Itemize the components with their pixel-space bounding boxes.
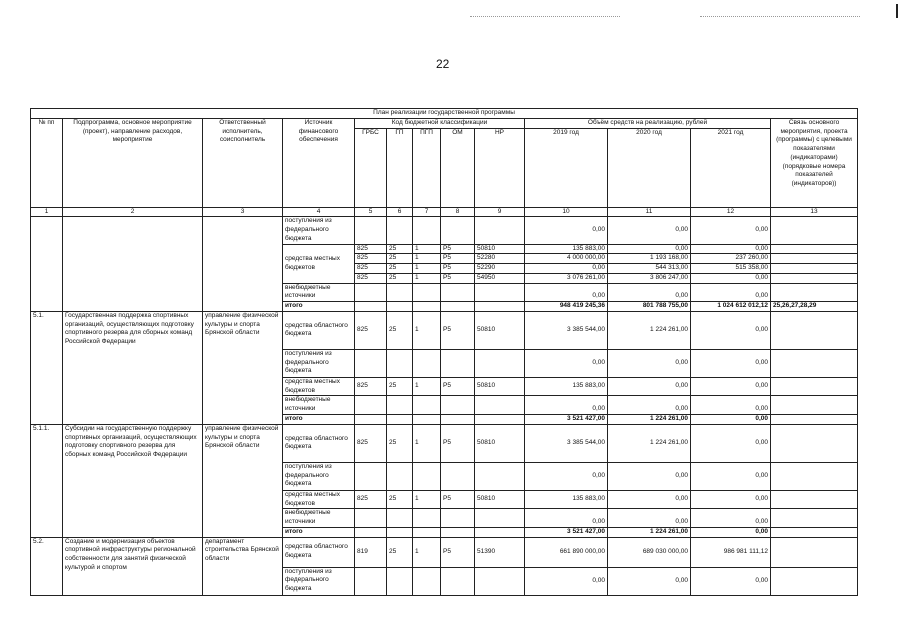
cell-om: P5 (441, 273, 475, 283)
col-number: 11 (608, 207, 691, 217)
cell-2021: 0,00 (691, 527, 771, 537)
cell-2019: 0,00 (525, 567, 608, 595)
col-number: 7 (413, 207, 441, 217)
cell-2020: 0,00 (608, 283, 691, 302)
cell-source: средства областного бюджета (283, 537, 355, 567)
cell-source: итого (283, 415, 355, 425)
cell-2019: 3 521 427,00 (525, 415, 608, 425)
header-pgp: ПГП (413, 128, 441, 207)
cell-2021: 0,00 (691, 244, 771, 254)
col-number: 4 (283, 207, 355, 217)
cell-grbs: 825 (355, 254, 387, 264)
cell-pgp: 1 (413, 311, 441, 349)
scan-artifact-mark (896, 4, 898, 18)
cell-gp: 25 (387, 424, 413, 462)
cell-source: средства местных бюджетов (283, 244, 355, 283)
cell-2021: 0,00 (691, 311, 771, 349)
cell-grbs: 825 (355, 490, 387, 509)
cell-np: 52290 (475, 264, 525, 274)
cell-name: Государственная поддержка спортивных организаций, осуществляющих подготовку спортивного резерва для сборных команд Российской Федерации (63, 311, 203, 424)
cell-2019: 0,00 (525, 217, 608, 244)
cell-source: поступления из федерального бюджета (283, 567, 355, 595)
cell-2020: 1 224 261,00 (608, 527, 691, 537)
cell-num: 5.2. (31, 537, 63, 595)
cell-2019: 0,00 (525, 462, 608, 490)
cell-pgp: 1 (413, 377, 441, 396)
col-number: 3 (203, 207, 283, 217)
cell-pgp: 1 (413, 264, 441, 274)
cell-2021: 0,00 (691, 415, 771, 425)
program-plan-table (30, 108, 858, 596)
header-np: НР (475, 128, 525, 207)
cell-source: итого (283, 302, 355, 312)
cell-source: средства областного бюджета (283, 311, 355, 349)
cell-2020: 1 224 261,00 (608, 415, 691, 425)
cell-2020: 544 313,00 (608, 264, 691, 274)
cell-source: внебюджетные источники (283, 509, 355, 528)
cell-2021: 0,00 (691, 490, 771, 509)
cell-gp: 25 (387, 264, 413, 274)
cell-2020: 0,00 (608, 396, 691, 415)
col-number: 13 (771, 207, 858, 217)
cell-2021: 0,00 (691, 567, 771, 595)
cell-responsible (203, 217, 283, 312)
cell-gp: 25 (387, 273, 413, 283)
table-title: План реализации государственной программы (31, 109, 858, 119)
cell-2020: 3 806 247,00 (608, 273, 691, 283)
cell-2021: 986 981 111,12 (691, 537, 771, 567)
col-number: 1 (31, 207, 63, 217)
cell-grbs: 825 (355, 377, 387, 396)
cell-2019: 661 890 000,00 (525, 537, 608, 567)
cell-grbs: 819 (355, 537, 387, 567)
table-row (31, 217, 858, 244)
cell-num: 5.1.1. (31, 424, 63, 537)
cell-source: внебюджетные источники (283, 283, 355, 302)
cell-2020: 0,00 (608, 462, 691, 490)
table-row (31, 311, 858, 349)
cell-2020: 1 193 168,00 (608, 254, 691, 264)
scan-artifact-dots (700, 16, 860, 18)
cell-2019: 0,00 (525, 349, 608, 377)
cell-np: 50810 (475, 377, 525, 396)
cell-2020: 0,00 (608, 509, 691, 528)
cell-gp: 25 (387, 537, 413, 567)
cell-2019: 0,00 (525, 283, 608, 302)
cell-2019: 135 883,00 (525, 377, 608, 396)
cell-2019: 4 000 000,00 (525, 254, 608, 264)
header-source: Источник финансового обеспечения (283, 118, 355, 207)
cell-gp: 25 (387, 377, 413, 396)
cell-gp: 25 (387, 244, 413, 254)
cell-responsible: управление физической культуры и спорта Брянской области (203, 424, 283, 537)
header-gp: ГП (387, 128, 413, 207)
cell-pgp: 1 (413, 490, 441, 509)
cell-np: 54950 (475, 273, 525, 283)
cell-name: Субсидии на государственную поддержку спортивных организаций, осуществляющих подготовку спортивного резерва для сборных команд Российской Федерации (63, 424, 203, 537)
cell-np: 50810 (475, 244, 525, 254)
cell-2021: 0,00 (691, 462, 771, 490)
cell-2019: 3 076 261,00 (525, 273, 608, 283)
page-number: 22 (436, 57, 450, 71)
cell-link: 25,26,27,28,29 (771, 302, 858, 312)
cell-pgp: 1 (413, 537, 441, 567)
cell-2020: 0,00 (608, 490, 691, 509)
cell-responsible: управление физической культуры и спорта Брянской области (203, 311, 283, 424)
cell-name (63, 217, 203, 312)
col-number: 12 (691, 207, 771, 217)
header-grbs: ГРБС (355, 128, 387, 207)
cell-om: P5 (441, 424, 475, 462)
cell-grbs: 825 (355, 264, 387, 274)
cell-2020: 0,00 (608, 349, 691, 377)
cell-2019: 0,00 (525, 509, 608, 528)
header-name: Подпрограмма, основное мероприятие (проект), направление расходов, мероприятие (63, 118, 203, 207)
cell-2021: 0,00 (691, 349, 771, 377)
header-amount-group: Объём средств на реализацию, рублей (525, 118, 771, 128)
cell-2020: 0,00 (608, 217, 691, 244)
cell-np: 50810 (475, 311, 525, 349)
cell-2019: 0,00 (525, 264, 608, 274)
cell-om: P5 (441, 377, 475, 396)
table-row (31, 424, 858, 462)
cell-2021: 0,00 (691, 396, 771, 415)
cell-2020: 0,00 (608, 244, 691, 254)
cell-grbs: 825 (355, 273, 387, 283)
cell-source: поступления из федерального бюджета (283, 349, 355, 377)
cell-grbs: 825 (355, 311, 387, 349)
col-number: 5 (355, 207, 387, 217)
cell-np: 51390 (475, 537, 525, 567)
cell-source: итого (283, 527, 355, 537)
cell-2021: 515 358,00 (691, 264, 771, 274)
cell-source: поступления из федерального бюджета (283, 462, 355, 490)
cell-2021: 0,00 (691, 283, 771, 302)
cell-gp: 25 (387, 254, 413, 264)
cell-num (31, 217, 63, 312)
cell-om: P5 (441, 311, 475, 349)
col-number: 8 (441, 207, 475, 217)
cell-2019: 3 385 544,00 (525, 424, 608, 462)
cell-np: 50810 (475, 490, 525, 509)
cell-2021: 237 260,00 (691, 254, 771, 264)
header-num: № пп (31, 118, 63, 207)
cell-2019: 3 521 427,00 (525, 527, 608, 537)
scan-artifact-dots (470, 16, 620, 18)
cell-np: 52280 (475, 254, 525, 264)
cell-2019: 135 883,00 (525, 490, 608, 509)
cell-2021: 0,00 (691, 424, 771, 462)
cell-om: P5 (441, 537, 475, 567)
cell-2021: 0,00 (691, 377, 771, 396)
header-om: ОМ (441, 128, 475, 207)
cell-2020: 1 224 261,00 (608, 311, 691, 349)
cell-2020: 0,00 (608, 567, 691, 595)
cell-pgp: 1 (413, 254, 441, 264)
cell-np: 50810 (475, 424, 525, 462)
cell-source: средства областного бюджета (283, 424, 355, 462)
cell-2021: 0,00 (691, 273, 771, 283)
cell-pgp: 1 (413, 424, 441, 462)
cell-pgp: 1 (413, 244, 441, 254)
col-number: 6 (387, 207, 413, 217)
cell-2019: 3 385 544,00 (525, 311, 608, 349)
cell-gp: 25 (387, 311, 413, 349)
cell-om: P5 (441, 254, 475, 264)
cell-2020: 689 030 000,00 (608, 537, 691, 567)
cell-name: Создание и модернизация объектов спортивной инфраструктуры региональной собственности для занятий физической культурой и спортом (63, 537, 203, 595)
table-row (31, 537, 858, 567)
header-2019: 2019 год (525, 128, 608, 207)
cell-om: P5 (441, 244, 475, 254)
cell-grbs: 825 (355, 424, 387, 462)
cell-2019: 135 883,00 (525, 244, 608, 254)
cell-om: P5 (441, 264, 475, 274)
col-number: 2 (63, 207, 203, 217)
cell-2019: 0,00 (525, 396, 608, 415)
header-responsible: Ответственный исполнитель, соисполнитель (203, 118, 283, 207)
cell-source: внебюджетные источники (283, 396, 355, 415)
cell-om: P5 (441, 490, 475, 509)
header-2021: 2021 год (691, 128, 771, 207)
col-number: 9 (475, 207, 525, 217)
cell-2021: 0,00 (691, 217, 771, 244)
cell-2020: 0,00 (608, 377, 691, 396)
cell-2021: 0,00 (691, 509, 771, 528)
cell-gp: 25 (387, 490, 413, 509)
header-2020: 2020 год (608, 128, 691, 207)
cell-source: средства местных бюджетов (283, 490, 355, 509)
col-number: 10 (525, 207, 608, 217)
cell-source: средства местных бюджетов (283, 377, 355, 396)
cell-grbs: 825 (355, 244, 387, 254)
header-code-group: Код бюджетной классификации (355, 118, 525, 128)
cell-responsible: департамент строительства Брянской области (203, 537, 283, 595)
cell-2021: 1 024 612 012,12 (691, 302, 771, 312)
cell-pgp: 1 (413, 273, 441, 283)
cell-2019: 948 419 245,36 (525, 302, 608, 312)
cell-num: 5.1. (31, 311, 63, 424)
cell-2020: 801 788 755,00 (608, 302, 691, 312)
header-link: Связь основного мероприятия, проекта (программы) с целевыми показателями (индикаторами) (порядковые номера показателей (индикаторов)) (771, 118, 858, 207)
cell-2020: 1 224 261,00 (608, 424, 691, 462)
cell-source: поступления из федерального бюджета (283, 217, 355, 244)
